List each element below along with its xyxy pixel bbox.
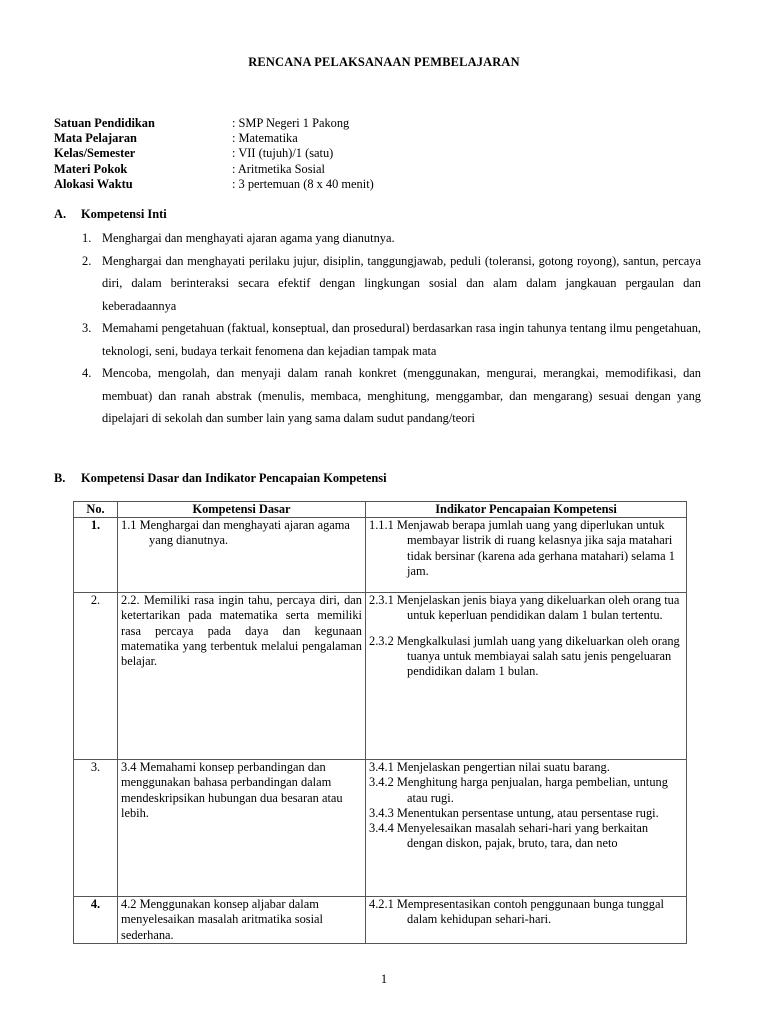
column-header-no: No.	[74, 502, 118, 518]
competence-table	[73, 501, 687, 944]
indicator-item: 3.4.1 Menjelaskan pengertian nilai suatu barang.	[369, 760, 610, 775]
list-item	[82, 227, 701, 250]
indicator-item: 2.3.2 Mengkalkulasi jumlah uang yang dikeluarkan oleh orang tuanya untuk membiayai salah satu jenis pengeluaran pendidikan dalam 1 bulan.	[369, 633, 680, 679]
section-b-heading	[54, 471, 387, 486]
basic-competence-cell	[118, 760, 366, 897]
list-item-text: Menghargai dan menghayati perilaku jujur, disiplin, tanggungjawab, peduli (toleransi, gotong royong), santun, percaya diri, dalam berinteraksi secara efektif dengan lingkungan sosial dan alam dalam jangkauan pergaulan dan keberadaannya	[102, 253, 701, 313]
identity-value: : SMP Negeri 1 Pakong	[232, 116, 350, 130]
identity-row-subject	[54, 131, 374, 146]
indicator-item: 3.4.4 Menyelesaikan masalah sehari-hari yang berkaitan dengan diskon, pajak, bruto, tara, dan neto	[369, 821, 649, 851]
list-item-number: 3.	[82, 321, 92, 335]
identity-row-school	[54, 116, 374, 131]
section-a-heading	[54, 207, 167, 222]
identity-value: : VII (tujuh)/1 (satu)	[232, 146, 334, 161]
list-item-text: Menghargai dan menghayati ajaran agama yang dianutnya.	[102, 231, 395, 245]
indicator-item: 3.4.3 Menentukan persentase untung, atau persentase rugi.	[369, 805, 659, 820]
indicator-cell	[366, 593, 687, 760]
spacer	[369, 624, 683, 634]
basic-competence-cell	[118, 593, 366, 760]
table-row	[74, 518, 687, 593]
row-number: 1.	[74, 518, 118, 593]
list-item-text: Memahami pengetahuan (faktual, konseptual, dan prosedural) berdasarkan rasa ingin tahunya tentang ilmu pengetahuan, teknologi, seni, budaya terkait fenomena dan kejadian tampak mata	[102, 321, 701, 358]
section-letter: A.	[54, 207, 67, 221]
table-row	[74, 593, 687, 760]
page-number: 1	[380, 972, 388, 986]
indicator-cell	[366, 518, 687, 593]
indicator-item: 4.2.1 Mempresentasikan contoh penggunaan bunga tunggal dalam kehidupan sehari-hari.	[369, 897, 664, 927]
table-header-row	[74, 502, 687, 518]
identity-value: : Aritmetika Sosial	[232, 161, 325, 176]
identity-value: : Matematika	[232, 131, 298, 146]
basic-competence-text: 3.4 Memahami konsep perbandingan dan menggunakan bahasa perbandingan dalam mendeskripsikan hubungan dua besaran atau lebih.	[121, 760, 343, 820]
identity-label: Alokasi Waktu	[54, 176, 133, 191]
basic-competence-cell	[118, 518, 366, 593]
basic-competence-text: 1.1 Menghargai dan menghayati ajaran agama yang dianutnya.	[121, 518, 350, 548]
section-title: Kompetensi Dasar dan Indikator Pencapaian Kompetensi	[81, 471, 387, 485]
indicator-cell	[366, 760, 687, 897]
table-row	[74, 897, 687, 944]
identity-row-time	[54, 177, 374, 192]
identity-row-class	[54, 146, 374, 161]
identity-label: Kelas/Semester	[54, 146, 136, 161]
identity-row-topic	[54, 162, 374, 177]
identity-label: Satuan Pendidikan	[54, 116, 155, 130]
identity-label: Mata Pelajaran	[54, 131, 137, 146]
document-title: RENCANA PELAKSANAAN PEMBELAJARAN	[248, 55, 520, 69]
list-item	[82, 317, 701, 362]
row-number: 3.	[74, 760, 118, 897]
identity-block	[54, 116, 374, 192]
core-competence-list	[82, 227, 701, 430]
indicator-item: 1.1.1 Menjawab berapa jumlah uang yang diperlukan untuk membayar listrik di ruang kelasnya jika saja matahari tidak bersinar (karena ada gerhana matahari) selama 1 jam.	[369, 518, 675, 578]
indicator-item: 2.3.1 Menjelaskan jenis biaya yang dikeluarkan oleh orang tua untuk keperluan pendidikan dalam 1 bulan tertentu.	[369, 593, 680, 623]
section-letter: B.	[54, 471, 66, 485]
section-title: Kompetensi Inti	[81, 207, 167, 221]
column-header-ipk: Indikator Pencapaian Kompetensi	[366, 502, 687, 518]
identity-value: : 3 pertemuan (8 x 40 menit)	[232, 176, 374, 191]
list-item	[82, 250, 701, 318]
list-item-number: 1.	[82, 231, 92, 245]
table-row	[74, 760, 687, 897]
row-number: 2.	[74, 593, 118, 760]
competence-table-wrapper	[73, 501, 687, 944]
identity-label: Materi Pokok	[54, 161, 128, 176]
basic-competence-text: 4.2 Menggunakan konsep aljabar dalam menyelesaikan masalah aritmatika sosial sederhana.	[121, 897, 323, 942]
list-item	[82, 362, 701, 430]
basic-competence-cell	[118, 897, 366, 944]
row-number: 4.	[74, 897, 118, 944]
indicator-cell	[366, 897, 687, 944]
column-header-kd: Kompetensi Dasar	[118, 502, 366, 518]
list-item-number: 4.	[82, 366, 92, 380]
list-item-number: 2.	[82, 253, 92, 268]
list-item-text: Mencoba, mengolah, dan menyaji dalam ranah konkret (menggunakan, mengurai, merangkai, memodifikasi, dan membuat) dan ranah abstrak (menulis, membaca, menghitung, menggambar, dan mengarang) sesuai dengan yang dipelajari di sekolah dan sumber lain yang sama dalam sudut pandang/teori	[102, 366, 701, 425]
indicator-item: 3.4.2 Menghitung harga penjualan, harga pembelian, untung atau rugi.	[369, 775, 668, 805]
basic-competence-text: 2.2. Memiliki rasa ingin tahu, percaya diri, dan ketertarikan pada matematika serta memiliki rasa percaya pada daya dan kegunaan matematika yang terbentuk melalui pengalaman belajar.	[121, 593, 362, 669]
